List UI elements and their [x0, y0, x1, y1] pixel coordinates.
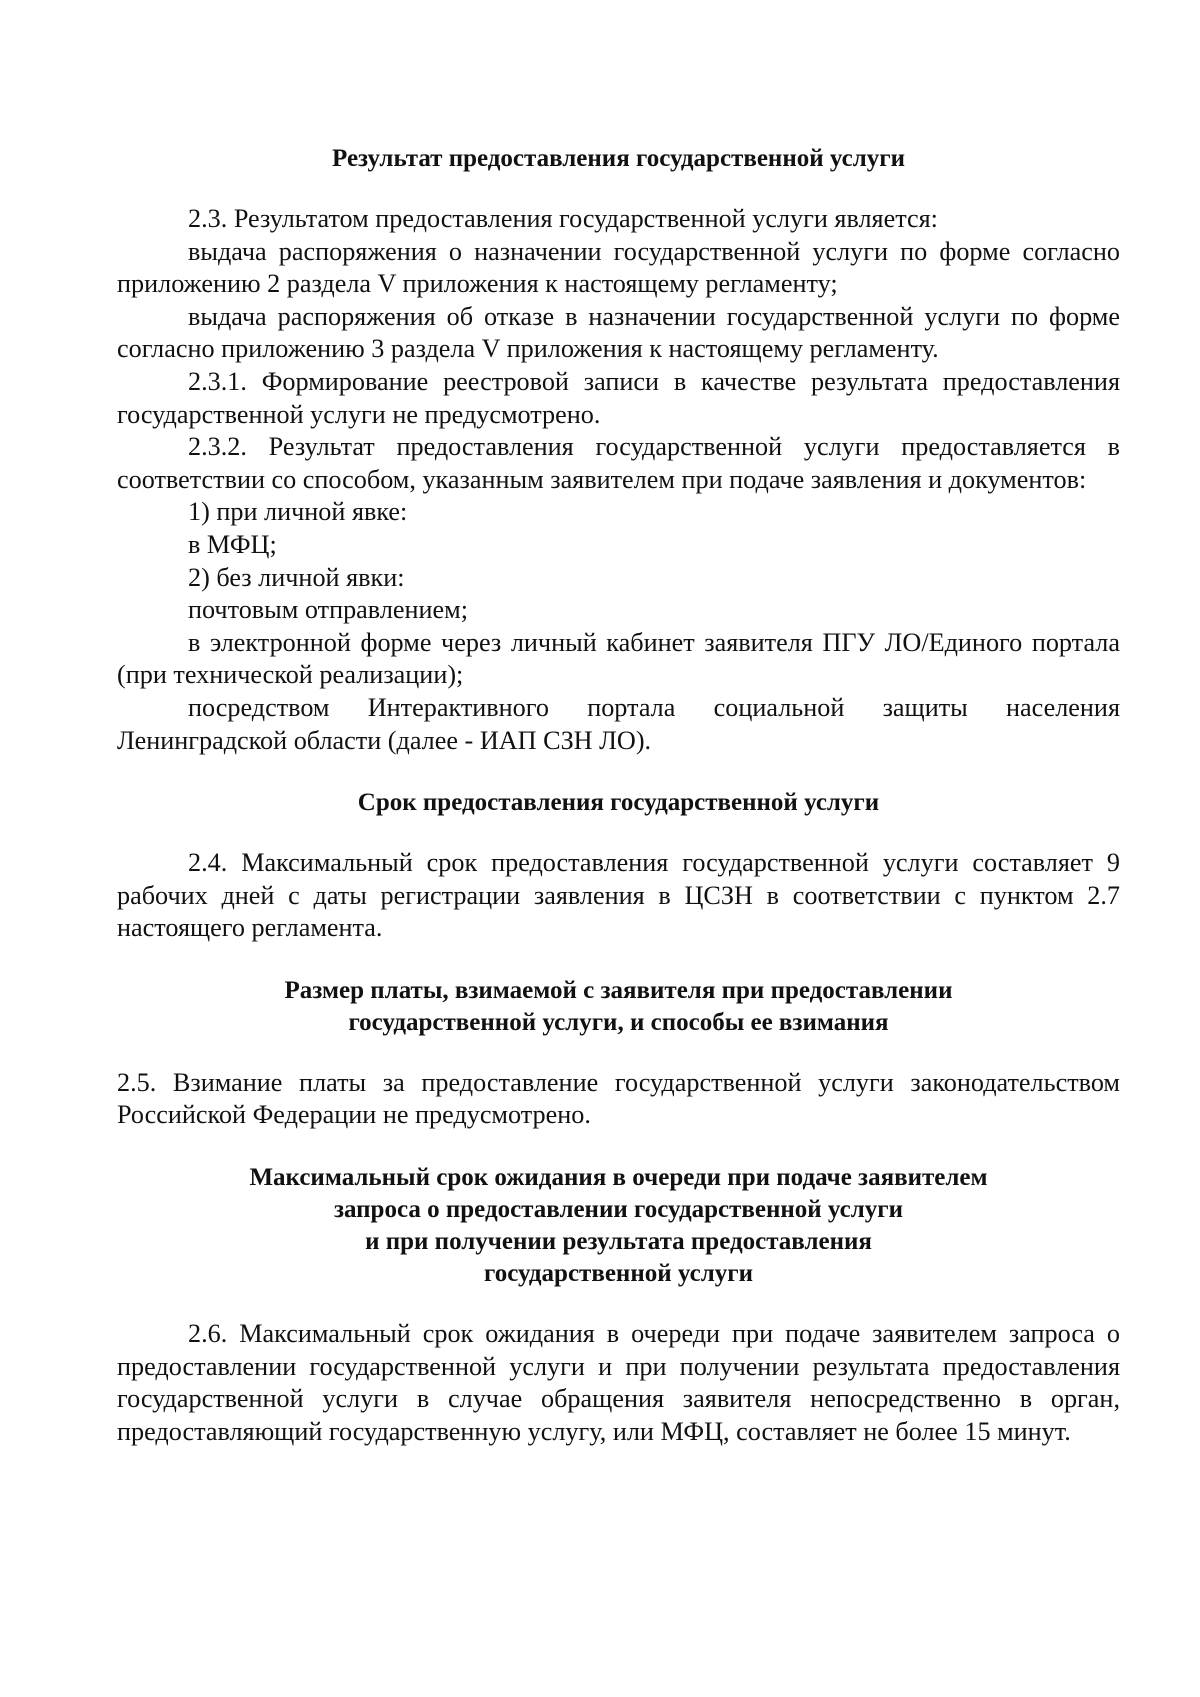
document-page — [117, 143, 1120, 1448]
paragraph-2-6: 2.6. Максимальный срок ожидания в очереди при подаче заявителем запроса о предоставлении государственной услуги и при получении результата предоставления государственной услуги в случае обращения заявителя непосредственно в орган, предоставляющий государственную услугу, или МФЦ, составляет не более 15 минут. — [117, 1319, 1120, 1446]
list-item-remote: 2) без личной явки: — [188, 562, 405, 592]
paragraph-2-5: 2.5. Взимание платы за предоставление государственной услуги законодательством Российской Федерации не предусмотрено. — [117, 1067, 1120, 1130]
heading-line: государственной услуги, и способы ее взимания — [348, 1008, 889, 1036]
list-item-portal: посредством Интерактивного портала социальной защиты населения Ленинградской области (далее - ИАП СЗН ЛО). — [117, 692, 1120, 755]
heading-line: Срок предоставления государственной услуги — [357, 789, 880, 817]
list-item-mfc: в МФЦ; — [188, 529, 277, 559]
heading-line: Результат предоставления государственной услуги — [332, 145, 905, 172]
list-item-post: почтовым отправлением; — [188, 595, 469, 625]
heading-line: государственной услуги — [483, 1260, 754, 1288]
paragraph-2-3-2: 2.3.2. Результат предоставления государственной услуги предоставляется в соответствии со способом, указанным заявителем при подаче заявления и документов: — [117, 432, 1120, 494]
heading-line: запроса о предоставлении государственной услуги — [333, 1196, 904, 1224]
section-heading-result — [117, 143, 1120, 175]
paragraph-result-refusal: выдача распоряжения об отказе в назначении государственной услуги по форме согласно приложению 3 раздела V приложения к настоящему регламенту. — [117, 301, 1120, 364]
list-item-electronic: в электронной форме через личный кабинет заявителя ПГУ ЛО/Единого портала (при технической реализации); — [117, 627, 1120, 690]
heading-line: Максимальный срок ожидания в очереди при подаче заявителем — [249, 1164, 988, 1192]
paragraph-2-3-1: 2.3.1. Формирование реестровой записи в качестве результата предоставления государственной услуги не предусмотрено. — [117, 366, 1120, 429]
section-heading-term — [117, 787, 1120, 819]
section-heading-fee — [117, 975, 1120, 1039]
paragraph-2-3: 2.3. Результатом предоставления государственной услуги является: — [188, 204, 938, 233]
paragraph-result-grant: выдача распоряжения о назначении государственной услуги по форме согласно приложению 2 раздела V приложения к настоящему регламенту; — [117, 236, 1120, 299]
heading-line: и при получении результата предоставления — [365, 1228, 872, 1256]
heading-line: Размер платы, взимаемой с заявителя при предоставлении — [284, 976, 953, 1004]
paragraph-2-4: 2.4. Максимальный срок предоставления государственной услуги составляет 9 рабочих дней с даты регистрации заявления в ЦСЗН в соответствии с пунктом 2.7 настоящего регламента. — [117, 848, 1120, 943]
section-heading-queue — [117, 1162, 1120, 1290]
list-item-in-person: 1) при личной явке: — [188, 497, 408, 527]
